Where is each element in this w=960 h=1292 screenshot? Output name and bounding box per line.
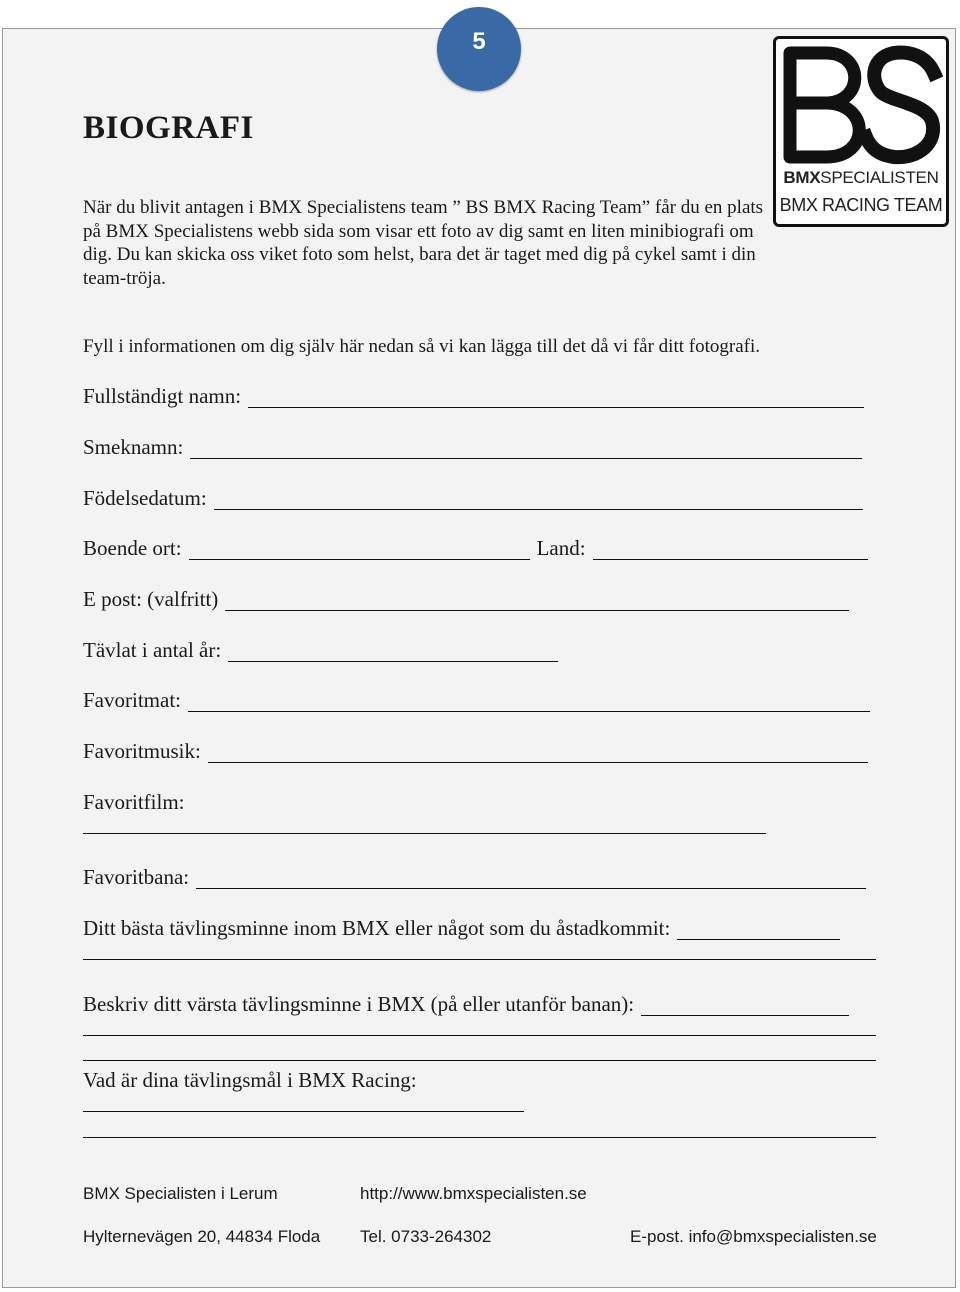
years-competing-field[interactable] bbox=[228, 642, 558, 662]
favorite-film-field[interactable] bbox=[83, 833, 766, 834]
years-competing-row bbox=[83, 638, 558, 662]
favorite-music-label: Favoritmusik: bbox=[83, 739, 201, 763]
intro-paragraph: När du blivit antagen i BMX Specialistens team ” BS BMX Racing Team” får du en plats på BMX Specialistens webb sida som visar ett foto av dig samt en liten minibiografi om dig. Du kan skicka oss viket foto som helst, bara det är taget med dig på cykel samt i din team-tröja. bbox=[83, 197, 764, 289]
full-name-label: Fullständigt namn: bbox=[83, 384, 242, 408]
residence-label: Boende ort: bbox=[83, 536, 182, 560]
best-memory-field-line-2[interactable] bbox=[83, 959, 876, 960]
goals-field-line-1[interactable] bbox=[83, 1111, 524, 1112]
footer-phone: Tel. 0733-264302 bbox=[360, 1227, 492, 1246]
worst-memory-label: Beskriv ditt värsta tävlingsminne i BMX (på eller utanför banan): bbox=[83, 992, 635, 1016]
worst-memory-field[interactable] bbox=[641, 996, 849, 1016]
country-field[interactable] bbox=[593, 540, 868, 560]
goals-field-line-2[interactable] bbox=[83, 1137, 876, 1138]
page-number: 5 bbox=[472, 28, 486, 55]
nickname-field[interactable] bbox=[190, 439, 862, 459]
favorite-food-label: Favoritmat: bbox=[83, 688, 181, 712]
residence-field[interactable] bbox=[189, 540, 530, 560]
best-memory-row bbox=[83, 916, 840, 940]
favorite-film-label: Favoritfilm: bbox=[83, 790, 185, 814]
favorite-film-row bbox=[83, 790, 185, 814]
full-name-row bbox=[83, 384, 864, 408]
worst-memory-field-line-3[interactable] bbox=[83, 1060, 876, 1061]
favorite-track-label: Favoritbana: bbox=[83, 865, 190, 889]
footer-website-link[interactable]: http://www.bmxspecialisten.se bbox=[360, 1184, 587, 1203]
favorite-food-row bbox=[83, 688, 870, 712]
page-title: BIOGRAFI bbox=[83, 110, 254, 146]
email-row bbox=[83, 587, 849, 611]
worst-memory-field-line-2[interactable] bbox=[83, 1035, 876, 1036]
birthdate-field[interactable] bbox=[214, 490, 863, 510]
favorite-music-row bbox=[83, 739, 868, 763]
instruction-text: Fyll i informationen om dig själv här nedan så vi kan lägga till det då vi får ditt fotografi. bbox=[83, 336, 760, 357]
residence-row bbox=[83, 536, 868, 560]
worst-memory-row bbox=[83, 992, 849, 1016]
favorite-music-field[interactable] bbox=[208, 743, 868, 763]
nickname-row bbox=[83, 435, 862, 459]
bs-monogram-icon bbox=[776, 39, 946, 169]
goals-row bbox=[83, 1068, 417, 1092]
email-field[interactable] bbox=[225, 591, 849, 611]
logo-team-text: BMX RACING TEAM bbox=[779, 195, 943, 215]
best-memory-label: Ditt bästa tävlingsminne inom BMX eller något som du åstadkommit: bbox=[83, 916, 671, 940]
best-memory-field[interactable] bbox=[677, 920, 840, 940]
logo-brand-text: BMXSPECIALISTEN bbox=[783, 168, 939, 187]
footer-email: E-post. info@bmxspecialisten.se bbox=[630, 1227, 877, 1246]
nickname-label: Smeknamn: bbox=[83, 435, 184, 459]
email-label: E post: (valfritt) bbox=[83, 587, 219, 611]
full-name-field[interactable] bbox=[248, 388, 864, 408]
goals-label: Vad är dina tävlingsmål i BMX Racing: bbox=[83, 1068, 417, 1092]
footer-address: Hylternevägen 20, 44834 Floda bbox=[83, 1227, 321, 1246]
years-competing-label: Tävlat i antal år: bbox=[83, 638, 222, 662]
favorite-track-row bbox=[83, 865, 866, 889]
page-number-badge bbox=[437, 7, 521, 91]
country-label: Land: bbox=[536, 536, 586, 560]
bs-logo bbox=[773, 36, 949, 227]
favorite-food-field[interactable] bbox=[188, 692, 870, 712]
favorite-track-field[interactable] bbox=[196, 869, 866, 889]
birthdate-row bbox=[83, 486, 863, 510]
birthdate-label: Födelsedatum: bbox=[83, 486, 207, 510]
footer-company: BMX Specialisten i Lerum bbox=[83, 1184, 278, 1203]
